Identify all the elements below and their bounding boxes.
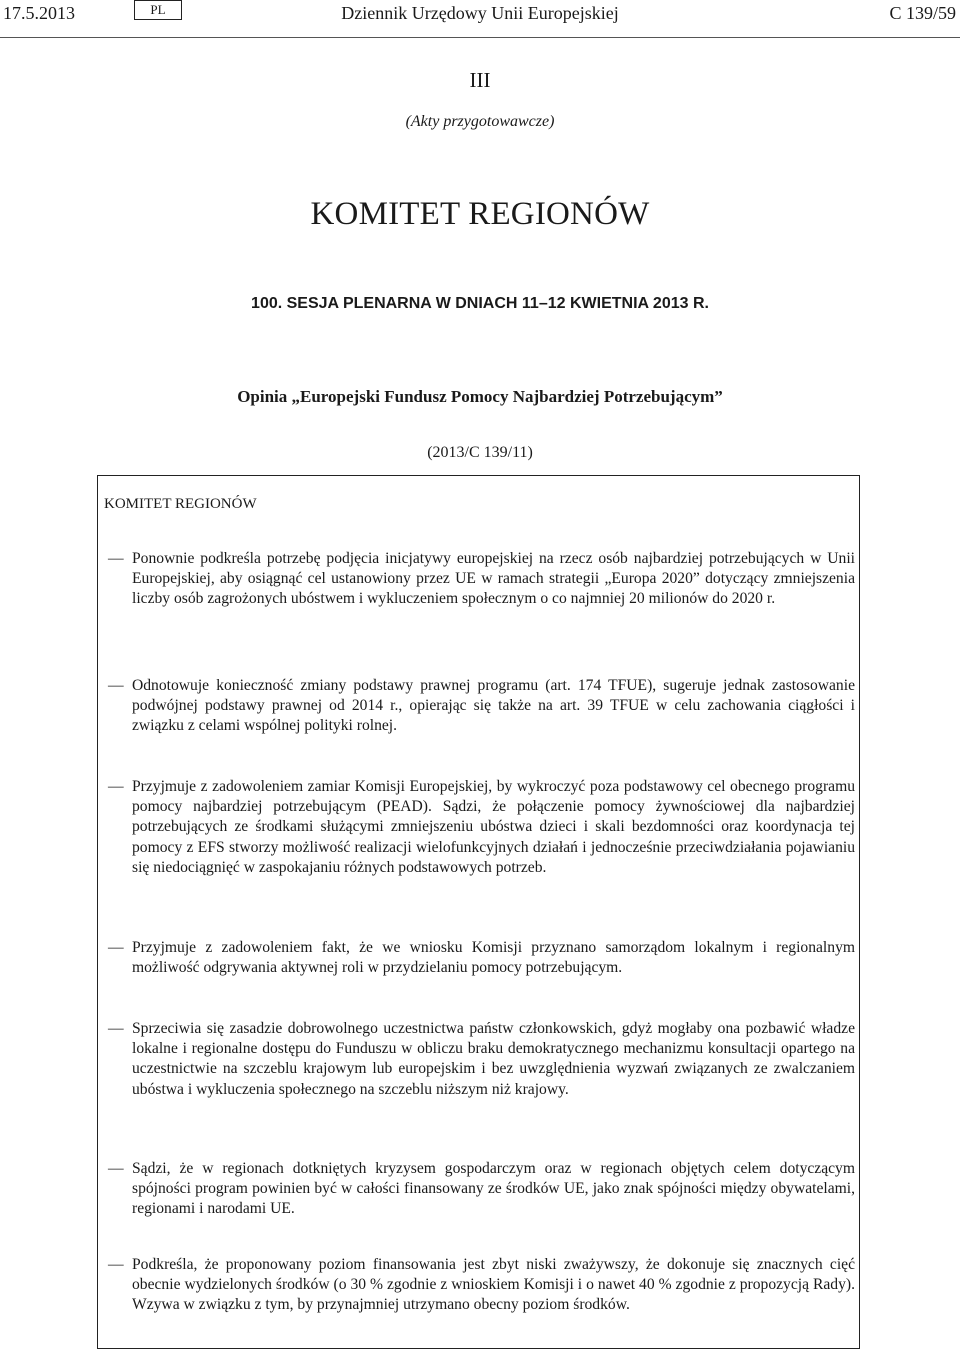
dash-marker: —	[108, 1160, 124, 1177]
section-number: III	[469, 68, 491, 92]
committee-title: KOMITET REGIONÓW	[310, 196, 650, 232]
list-item	[108, 1159, 855, 1220]
header-divider	[0, 37, 960, 38]
dash-marker: —	[108, 677, 124, 694]
list-item-text: Sądzi, że w regionach dotkniętych kryzysem gospodarczym oraz w regionach objętych celem dotyczącym spójności program powinien być w całości finansowany ze środków UE, jako znak spójności między obywatelami, regionami i narodami UE.	[132, 1160, 855, 1218]
list-item-text: Odnotowuje konieczność zmiany podstawy prawnej programu (art. 174 TFUE), sugeruje jednak zastosowanie podwójnej podstawy prawnej od 2014 r., opierając się także na art. 39 TFUE w celu zachowania ciągłości i związku z celami wspólnej polityki rolnej.	[132, 677, 855, 735]
dash-marker: —	[108, 550, 124, 567]
list-item	[108, 549, 855, 610]
opinion-title: Opinia „Europejski Fundusz Pomocy Najbardziej Potrzebującym”	[237, 387, 723, 406]
document-reference: (2013/C 139/11)	[427, 444, 533, 461]
dash-marker: —	[108, 778, 124, 795]
list-item	[108, 676, 855, 737]
dash-marker: —	[108, 939, 124, 956]
list-item	[108, 938, 855, 978]
list-item	[108, 777, 855, 878]
journal-title: Dziennik Urzędowy Unii Europejskiej	[341, 3, 619, 23]
box-heading: KOMITET REGIONÓW	[104, 496, 257, 512]
section-subtitle: (Akty przygotowawcze)	[405, 113, 555, 130]
page-reference: C 139/59	[889, 3, 956, 23]
list-item	[108, 1255, 855, 1316]
list-item	[108, 1019, 855, 1100]
list-item-text: Ponownie podkreśla potrzebę podjęcia inicjatywy europejskiej na rzecz osób najbardziej potrzebujących w Unii Europejskiej, aby osiągnąć cel ustanowiony przez UE w ramach strategii „Europa 2020” dotyczący zmniejszenia liczby osób zagrożonych ubóstwem i wykluczeniem społecznym o co najmniej 20 milionów do 2020 r.	[132, 550, 855, 608]
list-item-text: Sprzeciwia się zasadzie dobrowolnego uczestnictwa państw członkowskich, gdyż mogłaby ona pozbawić władze lokalne i regionalne dostępu do Funduszu w obliczu braku demokratycznego mechanizmu konsultacji opartego na uczestnictwie na szczeblu krajowym lub europejskim i bez uwzględnienia wyzwań związanych ze zwalczaniem ubóstwa i wykluczenia społecznego na szczeblu niższym niż krajowy.	[132, 1020, 855, 1098]
journal-header	[0, 0, 960, 30]
publication-date: 17.5.2013	[3, 3, 75, 23]
language-badge: PL	[134, 0, 182, 20]
list-item-text: Przyjmuje z zadowoleniem zamiar Komisji Europejskiej, by wykroczyć poza podstawowy cel obecnego programu pomocy najbardziej potrzebującym (PEAD). Sądzi, że połączenie pomocy żywnościowej dla najbardziej potrzebujących ze środkami służącymi zmniejszeniu ubóstwa dzieci i skali bezdomności oraz koordynacja tej pomocy z EFS stworzy możliwość realizacji wielofunkcyjnych działań i jednocześnie przeciwdziałania pojawianiu się niedociągnięć w zaspokajaniu różnych podstawowych potrzeb.	[132, 778, 855, 876]
list-item-text: Przyjmuje z zadowoleniem fakt, że we wniosku Komisji przyznano samorządom lokalnym i regionalnym możliwość odgrywania aktywnej roli w przydzielaniu pomocy potrzebującym.	[132, 939, 855, 977]
list-item-text: Podkreśla, że proponowany poziom finansowania jest zbyt niski zważywszy, że dokonuje się znacznych cięć obecnie wydzielonych środków (o 30 % zgodnie z wnioskiem Komisji i o nawet 40 % zgodnie z propozycją Rady). Wzywa w związku z tym, by przynajmniej utrzymano obecny poziom środków.	[132, 1256, 855, 1314]
dash-marker: —	[108, 1256, 124, 1273]
dash-marker: —	[108, 1020, 124, 1037]
session-heading: 100. SESJA PLENARNA W DNIACH 11–12 KWIETNIA 2013 R.	[251, 295, 709, 312]
